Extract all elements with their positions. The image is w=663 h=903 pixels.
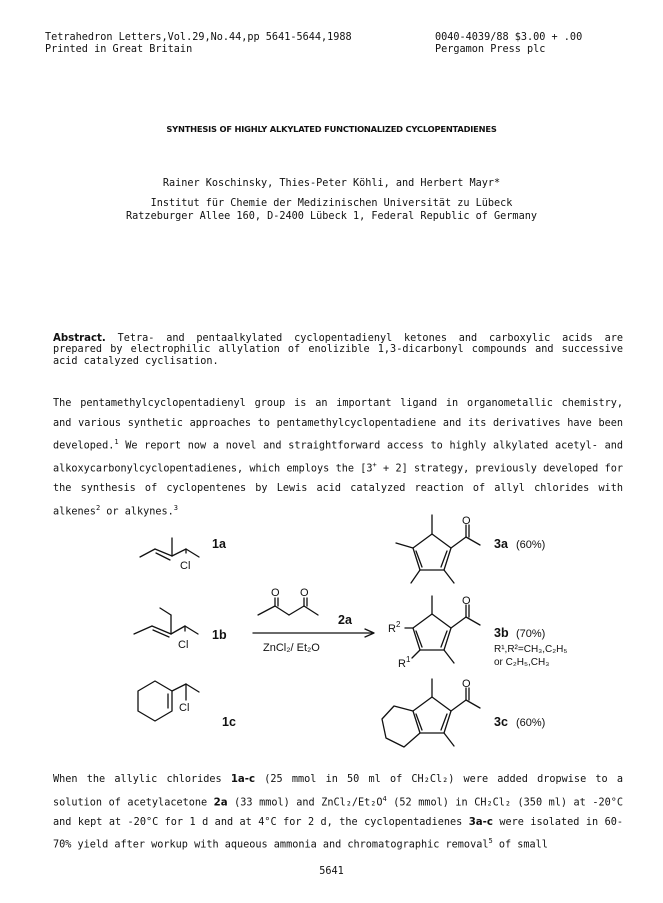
label-2a: 2a xyxy=(338,613,352,627)
proc-text-5: were isolated in 60-70% yield after workup with aqueous ammonia and chromatographic removal xyxy=(53,816,623,851)
substituents-line-2: or C₂H₅,CH₃ xyxy=(494,657,550,668)
substituents-line-1: R¹,R²=CH₃,C₂H₅ xyxy=(494,644,568,655)
label-3b: 3b xyxy=(494,626,509,640)
yield-3b: (70%) xyxy=(516,628,546,640)
label-3a: 3a xyxy=(494,537,508,551)
chloro-1a: Cl xyxy=(180,560,191,572)
ref-4: 4 xyxy=(382,794,387,803)
ref-1: 1 xyxy=(114,438,119,447)
oxygen-2a-2: O xyxy=(300,587,309,599)
label-1b: 1b xyxy=(212,628,227,642)
r2-index: 2 xyxy=(395,620,401,629)
ref-2: 2 xyxy=(95,503,101,512)
page-number: 5641 xyxy=(319,866,344,877)
proc-text-4: (52 mmol) in CH₂Cl₂ (350 ml) at -20°C and kept at -20°C for 1 d and at 4°C for 2 d, the cyclopentadienes xyxy=(53,796,623,828)
procedure-paragraph xyxy=(53,770,623,855)
proc-text-6: of small xyxy=(492,839,548,851)
oxygen-3a: O xyxy=(462,515,471,527)
price-code: 0040-4039/88 $3.00 + .00 xyxy=(435,32,583,43)
affiliation-line-2: Ratzeburger Allee 160, D-2400 Lübeck 1, Federal Republic of Germany xyxy=(126,211,537,222)
publisher-header xyxy=(435,32,582,56)
reaction-conditions: ZnCl₂/ Et₂O xyxy=(263,642,320,654)
yield-3c: (60%) xyxy=(516,717,546,729)
label-1c: 1c xyxy=(222,715,236,729)
structure-1c xyxy=(138,681,199,721)
cation-superscript: + xyxy=(372,461,377,470)
proc-text-1: When the allylic chlorides xyxy=(53,774,231,785)
affiliation-line-1: Institut für Chemie der Medizinischen Universität zu Lübeck xyxy=(150,198,513,209)
print-location: Printed in Great Britain xyxy=(45,44,193,55)
r2-group xyxy=(388,620,401,635)
journal-header xyxy=(45,32,352,56)
ref-5: 5 xyxy=(488,837,493,846)
paper-title: SYNTHESIS OF HIGHLY ALKYLATED FUNCTIONALIZED CYCLOPENTADIENES xyxy=(166,124,497,134)
intro-text-2: We report now a novel and straightforward access to highly alkylated acetyl- and alkoxycarbonylcyclopentadienes, which employs the [3 xyxy=(53,440,623,475)
compound-ref-3ac: 3a-c xyxy=(468,816,493,828)
r1-index: 1 xyxy=(405,655,411,664)
publisher: Pergamon Press plc xyxy=(435,44,546,55)
label-3c: 3c xyxy=(494,715,508,729)
intro-text-1: The pentamethylcyclopentadienyl group is an important ligand in organometallic chemistry, and various synthetic approaches to pentamethylcyclopentadiene and its derivatives have been developed. xyxy=(53,398,623,452)
structure-2a xyxy=(258,598,318,615)
r2-letter: R xyxy=(388,623,396,635)
label-1a: 1a xyxy=(212,537,226,551)
proc-text-2: (25 mmol in 50 ml of CH₂Cl₂) were added dropwise to a solution of acetylacetone xyxy=(53,774,623,808)
chloro-1c: Cl xyxy=(179,702,190,714)
compound-ref-2a: 2a xyxy=(213,796,228,808)
author-list: Rainer Koschinsky, Thies-Peter Köhli, and Herbert Mayr* xyxy=(162,178,501,189)
yield-3a: (60%) xyxy=(516,539,546,551)
structure-1a xyxy=(140,538,199,560)
journal-citation: Tetrahedron Letters,Vol.29,No.44,pp 5641-5644,1988 xyxy=(45,32,352,43)
compound-ref-1ac: 1a-c xyxy=(230,774,256,785)
r1-letter: R xyxy=(398,658,406,670)
abstract-text: Tetra- and pentaalkylated cyclopentadienyl ketones and carboxylic acids are prepared by electrophilic allylation of enolizible 1,3-dicarbonyl compounds and successive acid catalyzed cyclisation. xyxy=(53,333,623,367)
abstract-label: Abstract. xyxy=(53,333,106,344)
reaction-arrow xyxy=(253,629,374,637)
oxygen-3c: O xyxy=(462,678,471,690)
oxygen-2a-1: O xyxy=(271,587,280,599)
ref-3: 3 xyxy=(173,503,178,512)
oxygen-3b: O xyxy=(462,595,471,607)
reaction-scheme xyxy=(0,500,663,762)
structure-1b xyxy=(134,608,198,637)
proc-text-3: (33 mmol) and ZnCl₂/Et₂O xyxy=(227,796,383,808)
intro-text-4: or alkynes. xyxy=(100,506,174,518)
intro-text-3: + 2] strategy, previously developed for the synthesis of cyclopentenes by Lewis acid catalyzed reaction of allyl chlorides with alkenes xyxy=(53,463,624,518)
abstract xyxy=(53,333,623,367)
chloro-1b: Cl xyxy=(178,639,189,651)
r1-group xyxy=(398,655,411,670)
